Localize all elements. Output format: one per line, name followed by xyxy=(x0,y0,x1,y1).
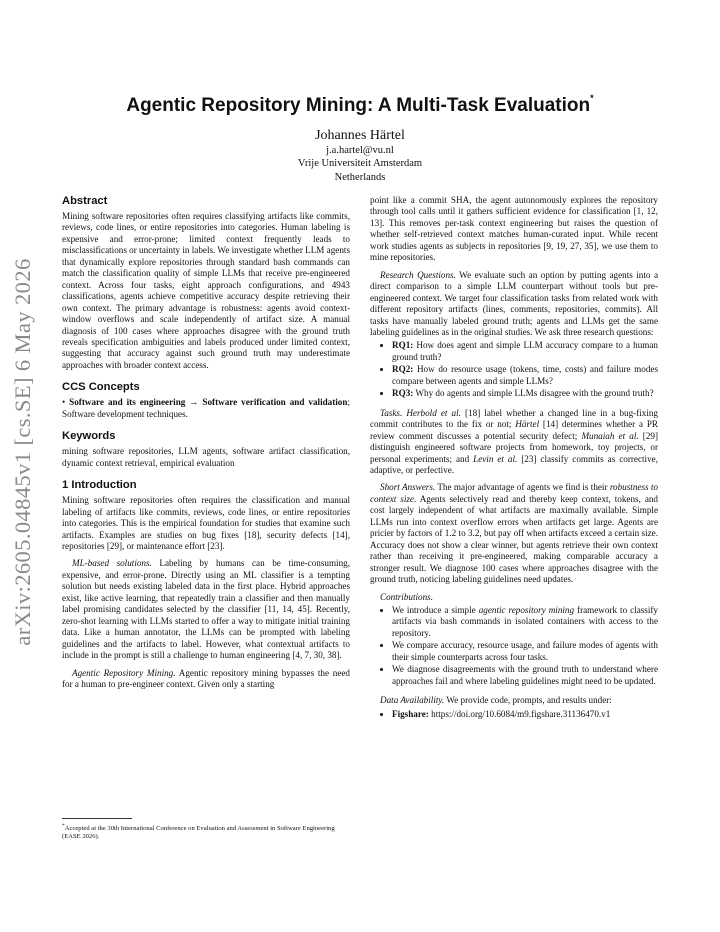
short-answers-runin: Short Answers. xyxy=(380,482,436,493)
tasks-paragraph xyxy=(370,408,658,477)
contribution-1-text-b: framework to classify artifacts via bash commands in isolated containers with access to the repository. xyxy=(392,604,658,638)
research-questions-runin: Research Questions. xyxy=(380,269,456,280)
tasks-text-c: [14] determines whether a PR review comment discusses a potential security defect; xyxy=(370,419,658,441)
paper-title-text: Agentic Repository Mining: A Multi-Task Evaluation xyxy=(126,95,591,116)
short-answers-paragraph xyxy=(370,482,658,585)
short-answers-text-a: The major advantage of agents we find is their xyxy=(435,482,610,493)
agentic-mining-runin: Agentic Repository Mining. xyxy=(72,667,176,678)
rq3-item xyxy=(392,388,658,399)
footnote xyxy=(62,822,350,841)
data-availability-text: We provide code, prompts, and results under: xyxy=(444,695,612,706)
short-answers-emphasis: robustness to context size xyxy=(370,482,658,504)
rq1-label: RQ1: xyxy=(392,340,414,351)
research-questions-paragraph xyxy=(370,270,658,339)
rq3-label: RQ3: xyxy=(392,388,414,399)
keywords-text: mining software repositories, LLM agents, software artifact classification, dynamic context retrieval, empirical evaluation xyxy=(62,446,350,468)
rq2-label: RQ2: xyxy=(392,364,414,375)
abstract-heading: Abstract xyxy=(62,195,108,207)
ccs-primary-concept: Software and its engineering → Software verification and validation xyxy=(69,397,348,408)
intro-paragraph-2 xyxy=(62,558,350,661)
research-question-list xyxy=(370,340,658,399)
intro-paragraph-3 xyxy=(62,668,350,691)
data-availability-paragraph xyxy=(370,695,658,706)
paper-title xyxy=(60,95,660,117)
contribution-1-text-a: We introduce a simple xyxy=(392,604,479,615)
title-footnote-mark: * xyxy=(590,93,594,103)
ml-solutions-runin: ML-based solutions. xyxy=(72,558,152,569)
author-email: j.a.hartel@vu.nl xyxy=(326,145,394,156)
tasks-text-e: [23] classify commits as corrective, adaptive, or perfective. xyxy=(370,453,658,475)
keywords-heading: Keywords xyxy=(62,430,116,443)
rq1-item xyxy=(392,340,658,363)
footnote-divider xyxy=(62,818,132,819)
contribution-2: • We compare accuracy, resource usage, and failure modes of agents with their simple counterparts across four tasks. xyxy=(392,640,658,663)
research-questions-text: We evaluate such an option by putting agents into a direct comparison to a simple LLM counterpart without tools but pre-engineered context. We target four classification tasks from related work with different repository artifacts (lines, comments, repositories, commits). All tasks have manually labeled ground truth; agents and LLMs get the same labeling guidelines as in the original studies. We ask three research questions: xyxy=(370,269,658,337)
footnote-mark: * xyxy=(62,823,65,829)
abstract-text: Mining software repositories often requires classifying artifacts like commits, reviews, code lines, or entire repositories into categories. Human labeling is expensive and error-prone; limited context frequently leads to misclassifications or uncertainty in labels. We investigate whether LLM agents that dynamically explore repositories through standard bash commands can match the classification quality of simple LLMs that receive pre-engineered context. Across four tasks, eight approach configurations, and 4943 classifications, agents achieve competitive accuracy despite retrieving their own context. The primary advantage is robustness: agents avoid context-window overflows and scale independently of artifact size. A manual diagnosis of 100 cases where approaches disagree with the ground truth reveals specification ambiguities and labels produced under limited context, suggesting that accuracy against such ground truth may underestimate approaches with broader context access. xyxy=(62,211,350,370)
contributions-heading: Contributions. xyxy=(380,591,433,602)
data-availability-list xyxy=(370,709,658,720)
tasks-runin: Tasks. xyxy=(380,407,403,418)
short-answers-text-b: . Agents selectively read and thereby keep context, tokens, and cost largely independent of what artifacts are maximally available. Simple LLMs run into context overflow errors when artifacts get large. Agents are pricier by factors of 1.2 to 3.2, but pay off when artifacts exceed a certain size. Accuracy does not show a clear winner, but agents retrieve their own context rather than receiving it pre-engineered, making comparable accuracy a stronger result. We diagnose 100 cases where approaches disagree with the ground truth, noticing labeling guidelines need updates. xyxy=(370,493,658,585)
right-column xyxy=(370,195,658,722)
author-block xyxy=(60,127,660,184)
introduction-heading: 1 Introduction xyxy=(62,479,137,492)
contributions-list xyxy=(370,605,658,687)
contribution-1 xyxy=(392,605,658,639)
left-column xyxy=(62,195,350,690)
arxiv-identifier: arXiv:2605.04845v1 [cs.SE] 6 May 2026 xyxy=(10,258,35,646)
rq1-text: How does agent and simple LLM accuracy compare to a human ground truth? xyxy=(392,340,658,362)
rq2-text: How do resource usage (tokens, time, costs) and failure modes compare between agents and simple LLMs? xyxy=(392,364,658,386)
tasks-author-herbold: Herbold et al. xyxy=(406,407,461,418)
right-paragraph-1: point like a commit SHA, the agent autonomously explores the repository through tool calls until it gathers sufficient evidence for classification [1, 12, 13]. This removes per-task context engineering but raises the question of whether self-retrieved context matches human-curated input. While recent work studies agents as subjects in repositories [9, 19, 27, 35], we use them to mine repositories. xyxy=(370,195,658,263)
ml-solutions-text: Labeling by humans can be time-consuming, expensive, and error-prone. Directly using an ML classifier is a tempting solution but needs existing labeled data in the first place. Hybrid approaches exist, like active learning, that repeatedly train a classifier and then manually label promising candidates selected by the classifier [11, 14, 45]. Recently, zero-shot learning with LLMs started to offer a way to mitigate initial training data. Like a human annotator, the LLMs can be prompted with labeling guidelines and the artifacts to label. However, what contextual artifacts to include in the prompt is still a challenge to human engineering [4, 7, 30, 38]. xyxy=(62,558,350,661)
agentic-mining-text: Agentic repository mining bypasses the need for a human to pre-engineer context. Given only a starting xyxy=(62,667,350,689)
ccs-bullet: • xyxy=(62,397,66,408)
figshare-label: Figshare: xyxy=(392,708,429,719)
tasks-author-hartel: Härtel xyxy=(515,419,540,430)
contribution-3: • We diagnose disagreements with the ground truth to understand where approaches fail and where labeling guidelines might need to be updated. xyxy=(392,664,658,687)
rq2-item xyxy=(392,364,658,387)
author-name: Johannes Härtel xyxy=(315,128,405,143)
tasks-author-munaiah: Munaiah et al. xyxy=(581,430,639,441)
author-affiliation: Vrije Universiteit Amsterdam xyxy=(297,158,423,170)
ccs-secondary-concept: ; Software development techniques. xyxy=(62,397,350,419)
figshare-link[interactable]: https://doi.org/10.6084/m9.figshare.31136470.v1 xyxy=(428,708,611,719)
footnote-text: Accepted at the 30th International Conference on Evaluation and Assessment in Software Engineering (EASE 2026). xyxy=(62,825,335,841)
ccs-text xyxy=(62,397,350,420)
contribution-1-emphasis: agentic repository mining xyxy=(478,604,575,615)
author-country: Netherlands xyxy=(334,171,386,183)
tasks-text-d: [29] distinguish engineered software projects from homework, toy projects, or personal experiments; and xyxy=(370,430,659,464)
ccs-heading: CCS Concepts xyxy=(62,381,140,394)
tasks-text-b: [18] label whether a changed line in a bug-fixing commit contributes to the fix or not; xyxy=(370,407,658,430)
data-availability-runin: Data Availability. xyxy=(380,695,445,706)
tasks-author-levin: Levin et al. xyxy=(473,453,518,464)
figshare-item xyxy=(392,709,658,720)
intro-paragraph-1: Mining software repositories often requires the classification and manual labeling of artifacts like commits, reviews, code lines, or entire repositories into categories. This is the empirical foundation for studies that examine such artifacts. Examples are studies on bug fixes [18], security defects [14], repositories [29], or maintenance effort [23]. xyxy=(62,495,350,551)
rq3-text: Why do agents and simple LLMs disagree with the ground truth? xyxy=(413,388,654,399)
arxiv-side-stamp xyxy=(8,258,38,646)
